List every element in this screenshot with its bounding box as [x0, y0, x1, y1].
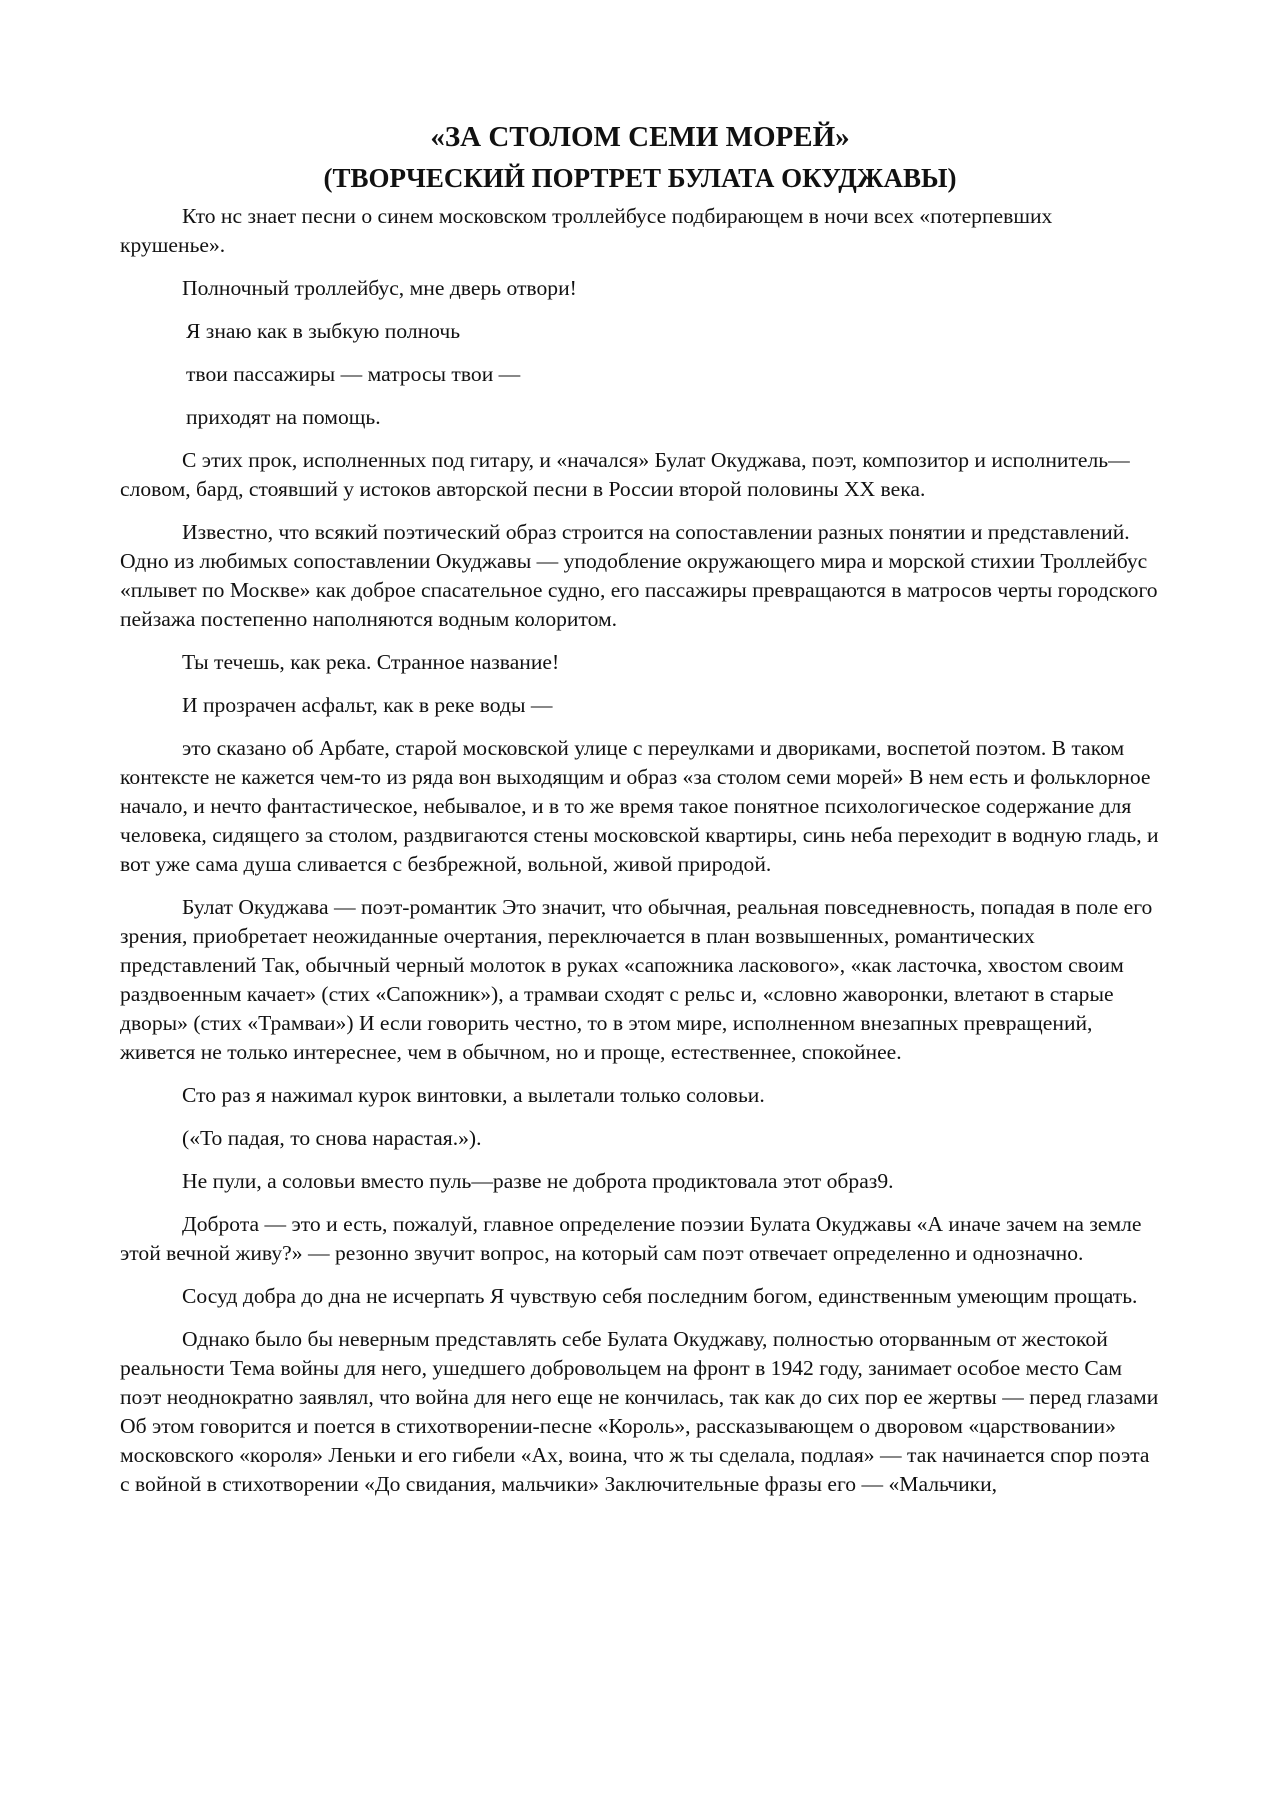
document-subtitle: (ТВОРЧЕСКИЙ ПОРТРЕТ БУЛАТА ОКУДЖАВЫ): [323, 163, 957, 193]
verse-line: Ты течешь, как река. Странное название!: [182, 650, 560, 674]
paragraph: Однако было бы неверным представлять себе Булата Окуджаву, полностью оторванным от жестокой реальности Тема войны для него, ушедшего добровольцем на фронт в 1942 году, занимает особое место Сам поэт неоднократно заявлял, что война для него еще не кончилась, так как до сих пор ее жертвы — перед глазами Об этом говорится и поется в стихотворении-песне «Король», рассказывающем о дворовом «царствовании» московского «короля» Леньки и его гибели «Ах, воина, что ж ты сделала, подлая» — так начинается спор поэта с войной в стихотворении «До свидания, мальчики» Заключительные фразы его — «Мальчики,: [120, 1327, 1159, 1496]
verse-line: Я знаю как в зыбкую полночь: [186, 319, 461, 343]
verse-line: твои пассажиры — матросы твои —: [186, 362, 521, 386]
verse-line: приходят на помощь.: [186, 405, 381, 429]
paragraph: Кто нс знает песни о синем московском троллейбусе подбирающем в ночи всех «потерпевших крушенье».: [120, 204, 1053, 257]
paragraph: это сказано об Арбате, старой московской улице с переулками и двориками, воспетой поэтом. В таком контексте не кажется чем-то из ряда вон выходящим и образ «за столом семи морей» В нем есть и фольклорное начало, и нечто фантастическое, небывалое, и в то же время такое понятное психологическое содержание для человека, сидящего за столом, раздвигаются стены московской квартиры, синь неба переходит в водную гладь, и вот уже сама душа сливается с безбрежной, вольной, живой природой.: [120, 736, 1159, 876]
verse-line: («То падая, то снова нарастая.»).: [182, 1126, 482, 1150]
paragraph: Доброта — это и есть, пожалуй, главное определение поэзии Булата Окуджавы «А иначе зачем на земле этой вечной живу?» — резонно звучит вопрос, на который сам поэт отвечает определенно и однозначно.: [120, 1212, 1142, 1265]
verse-line: Не пули, а соловьи вместо пуль—разве не доброта продиктовала этот образ9.: [182, 1169, 894, 1193]
paragraph: Сосуд добра до дна не исчерпать Я чувствую себя последним богом, единственным умеющим прощать.: [182, 1284, 1138, 1308]
paragraph: С этих прок, исполненных под гитару, и «начался» Булат Окуджава, поэт, композитор и исполнитель—словом, бард, стоявший у истоков авторской песни в России второй половины XX века.: [120, 448, 1130, 501]
verse-line: И прозрачен асфальт, как в реке воды —: [182, 693, 553, 717]
paragraph: Известно, что всякий поэтический образ строится на сопоставлении разных понятии и представлений. Одно из любимых сопоставлении Окуджавы — уподобление окружающего мира и морской стихии Троллейбус «плывет по Москве» как доброе спасательное судно, его пассажиры превращаются в матросов черты городского пейзажа постепенно наполняются водным колоритом.: [120, 520, 1158, 631]
document-title: «ЗА СТОЛОМ СЕМИ МОРЕЙ»: [430, 121, 850, 153]
paragraph: Булат Окуджава — поэт-романтик Это значит, что обычная, реальная повседневность, попадая в поле его зрения, приобретает неожиданные очертания, переключается в план возвышенных, романтических представлений Так, обычный черный молоток в руках «сапожника ласкового», «как ласточка, хвостом своим раздвоенным качает» (стих «Сапожник»), а трамваи сходят с рельс и, «словно жаворонки, влетают в старые дворы» (стих «Трамваи») И если говорить честно, то в этом мире, исполненном внезапных превращений, живется не только интереснее, чем в обычном, но и проще, естественнее, спокойнее.: [120, 895, 1153, 1064]
verse-line: Сто раз я нажимал курок винтовки, а вылетали только соловьи.: [182, 1083, 765, 1107]
document-page: [120, 120, 1160, 1513]
verse-line: Полночный троллейбус, мне дверь отвори!: [182, 276, 577, 300]
